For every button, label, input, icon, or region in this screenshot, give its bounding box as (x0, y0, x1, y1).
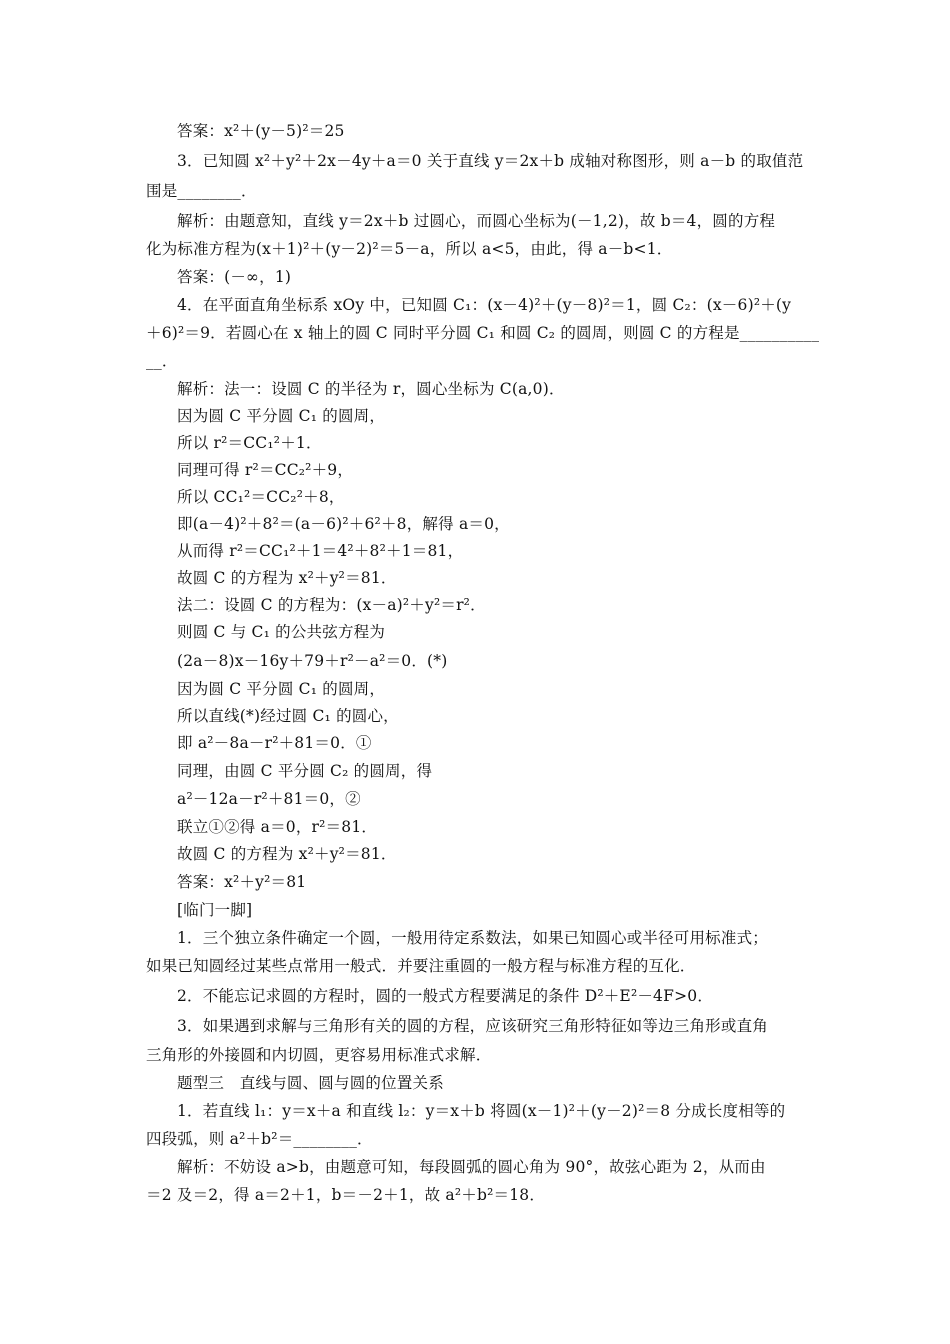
problem-4-line: __． (146, 352, 178, 370)
problem-1-line: 四段弧，则 a²＋b²＝________． (146, 1130, 373, 1148)
solution-line: 因为圆 C 平分圆 C₁ 的圆周， (177, 407, 386, 425)
problem-4-line: 4．在平面直角坐标系 xOy 中，已知圆 C₁：(x－4)²＋(y－8)²＝1，圆 C₂：(x－6)²＋(y (177, 296, 792, 314)
problem-1-line: 1．若直线 l₁：y＝x＋a 和直线 l₂：y＝x＋b 将圆(x－1)²＋(y－2)²＝8 分成长度相等的 (177, 1102, 786, 1120)
solution-line: 所以 r²＝CC₁²＋1． (177, 434, 322, 452)
solution-line: 联立①②得 a＝0，r²＝81． (177, 818, 378, 836)
problem-4-line: ＋6)²＝9．若圆心在 x 轴上的圆 C 同时平分圆 C₁ 和圆 C₂ 的圆周，则圆 C 的方程是__________ (146, 324, 820, 342)
solution-line: 即(a－4)²＋8²＝(a－6)²＋6²＋8，解得 a＝0， (177, 515, 510, 533)
tip-line: 1．三个独立条件确定一个圆，一般用待定系数法，如果已知圆心或半径可用标准式； (177, 929, 768, 947)
solution-line: 因为圆 C 平分圆 C₁ 的圆周， (177, 680, 386, 698)
answer-line: 答案：(－∞，1) (177, 268, 292, 286)
solution-line: 化为标准方程为(x＋1)²＋(y－2)²＝5－a，所以 a<5，由此，得 a－b<1． (146, 240, 673, 258)
solution-line: 解析：由题意知，直线 y＝2x＋b 过圆心，而圆心坐标为(－1,2)，故 b＝4，圆的方程 (177, 212, 776, 230)
solution-line: 解析：法一：设圆 C 的半径为 r，圆心坐标为 C(a,0)． (177, 380, 565, 398)
problem-3-line: 围是________． (146, 182, 257, 200)
solution-line: 解析：不妨设 a>b，由题意可知，每段圆弧的圆心角为 90°，故弦心距为 2，从而由 (177, 1158, 766, 1176)
answer-line: 答案：x²＋(y－5)²＝25 (177, 122, 345, 140)
solution-line: 从而得 r²＝CC₁²＋1＝4²＋8²＋1＝81， (177, 542, 464, 560)
solution-line: 所以直线(*)经过圆 C₁ 的圆心， (177, 707, 399, 725)
solution-line: ＝2 及＝2，得 a＝2＋1，b＝－2＋1，故 a²＋b²＝18． (146, 1186, 546, 1204)
solution-line: (2a－8)x－16y＋79＋r²－a²＝0．(*) (177, 652, 448, 670)
answer-line: 答案：x²＋y²＝81 (177, 873, 307, 891)
solution-line: 同理，由圆 C 平分圆 C₂ 的圆周，得 (177, 762, 433, 780)
solution-line: 即 a²－8a－r²＋81＝0．① (177, 734, 372, 752)
solution-line: 故圆 C 的方程为 x²＋y²＝81． (177, 569, 397, 587)
solution-line: 所以 CC₁²＝CC₂²＋8， (177, 488, 345, 506)
tip-line: 如果已知圆经过某些点常用一般式．并要注重圆的一般方程与标准方程的互化． (146, 957, 696, 975)
solution-line: 法二：设圆 C 的方程为：(x－a)²＋y²＝r²． (177, 596, 486, 614)
solution-line: a²－12a－r²＋81＝0，② (177, 790, 361, 808)
tip-line: 三角形的外接圆和内切圆，更容易用标准式求解． (146, 1046, 492, 1064)
section-heading: 题型三 直线与圆、圆与圆的位置关系 (177, 1074, 444, 1092)
problem-3-line: 3．已知圆 x²＋y²＋2x－4y＋a＝0 关于直线 y＝2x＋b 成轴对称图形，则 a－b 的取值范 (177, 152, 804, 170)
solution-line: 则圆 C 与 C₁ 的公共弦方程为 (177, 623, 386, 641)
solution-line: 同理可得 r²＝CC₂²＋9， (177, 461, 354, 479)
tip-line: 3．如果遇到求解与三角形有关的圆的方程，应该研究三角形特征如等边三角形或直角 (177, 1017, 768, 1035)
section-heading: [临门一脚] (177, 901, 253, 919)
solution-line: 故圆 C 的方程为 x²＋y²＝81． (177, 845, 397, 863)
tip-line: 2．不能忘记求圆的方程时，圆的一般式方程要满足的条件 D²＋E²－4F>0． (177, 987, 714, 1005)
